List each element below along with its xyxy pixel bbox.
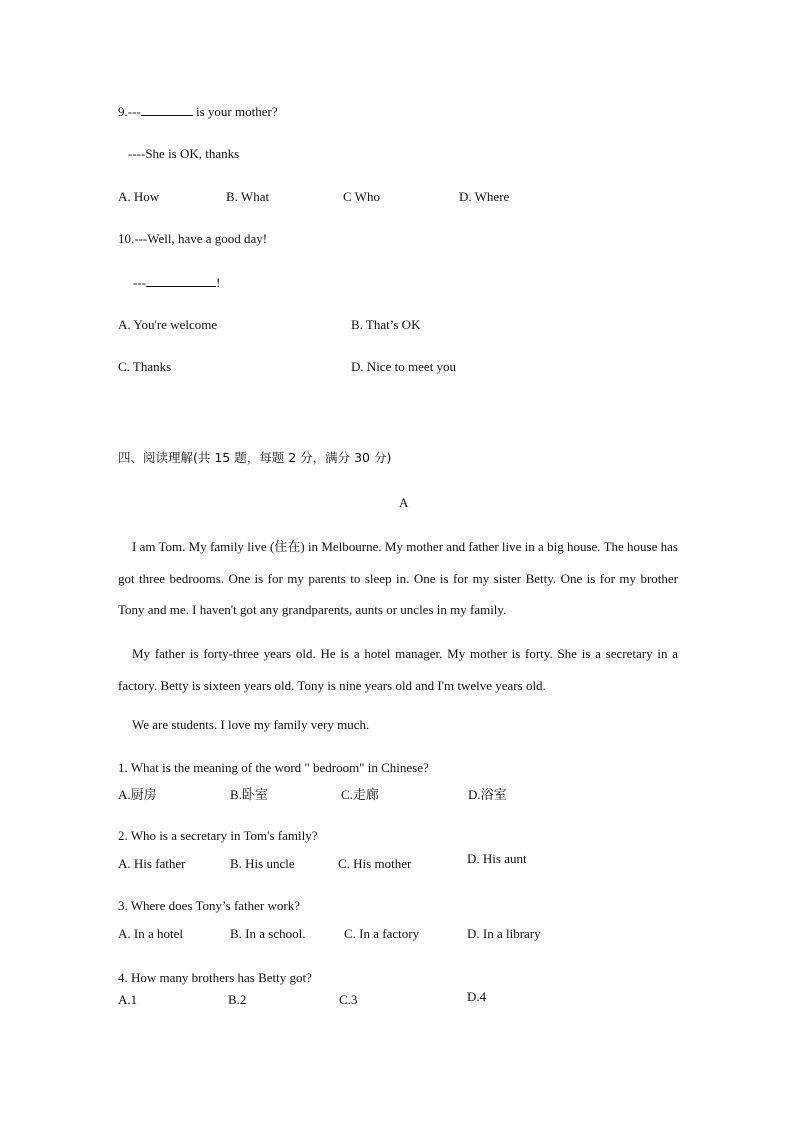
question-10-dialogue <box>133 274 220 291</box>
passage-paragraph-3 <box>118 709 678 741</box>
rq1-option-a: A.厨房 <box>118 787 157 802</box>
q9-option-a: A. How <box>118 189 160 204</box>
answer-blank <box>146 274 216 287</box>
rq1-option-d: D.浴室 <box>468 787 507 802</box>
passage-p1-text: I am Tom. My family live (住在) in Melbourne. My mother and father live in a big house. The house has got three bedrooms. One is for my parents to sleep in. One is for my sister Betty. One is for my brother Tony and me. I haven't got any grandparents, aunts or uncles in my family. <box>118 539 678 617</box>
q10-option-a: A. You're welcome <box>118 317 218 332</box>
passage-paragraph-2 <box>118 638 678 701</box>
reading-question-1: 1. What is the meaning of the word " bedroom" in Chinese? <box>118 760 429 775</box>
question-10-prefix: --- <box>133 275 146 290</box>
q9-option-b: B. What <box>226 189 270 204</box>
rq2-option-a: A. His father <box>118 856 186 871</box>
passage-p2-text: My father is forty-three years old. He is a hotel manager. My mother is forty. She is a secretary in a factory. Betty is sixteen years old. Tony is nine years old and I'm twelve years old. <box>118 646 678 693</box>
q9-option-c: C Who <box>343 189 380 204</box>
reading-question-3: 3. Where does Tony’s father work? <box>118 898 300 913</box>
answer-blank <box>141 103 193 116</box>
rq3-option-d: D. In a library <box>467 926 541 941</box>
rq4-option-d: D.4 <box>467 989 487 1004</box>
question-9-prefix: 9.--- <box>118 104 141 119</box>
rq3-option-c: C. In a factory <box>344 926 420 941</box>
question-10: 10.---Well, have a good day! <box>118 231 268 246</box>
passage-paragraph-1 <box>118 531 678 626</box>
q10-option-c: C. Thanks <box>118 359 172 374</box>
question-9-suffix: is your mother? <box>192 104 278 119</box>
reading-question-4: 4. How many brothers has Betty got? <box>118 970 312 985</box>
rq4-option-a: A.1 <box>118 992 138 1007</box>
passage-p3-text: We are students. I love my family very much. <box>132 717 370 732</box>
q9-option-d: D. Where <box>459 189 510 204</box>
rq2-option-c: C. His mother <box>338 856 412 871</box>
question-10-suffix: ! <box>216 275 221 290</box>
passage-heading: A <box>399 495 409 510</box>
rq2-option-d: D. His aunt <box>467 851 527 866</box>
question-9 <box>118 103 278 120</box>
rq3-option-a: A. In a hotel <box>118 926 183 941</box>
rq4-option-c: C.3 <box>339 992 358 1007</box>
question-9-dialogue: ----She is OK, thanks <box>128 146 240 161</box>
rq3-option-b: B. In a school. <box>230 926 306 941</box>
section-title: 四、阅读理解(共 15 题，每题 2 分，满分 30 分) <box>118 450 392 465</box>
rq2-option-b: B. His uncle <box>230 856 295 871</box>
reading-question-2: 2. Who is a secretary in Tom's family? <box>118 828 318 843</box>
q10-option-d: D. Nice to meet you <box>351 359 457 374</box>
rq1-option-b: B.卧室 <box>230 787 268 802</box>
rq1-option-c: C.走廊 <box>341 787 379 802</box>
rq4-option-b: B.2 <box>228 992 247 1007</box>
q10-option-b: B. That’s OK <box>351 317 421 332</box>
